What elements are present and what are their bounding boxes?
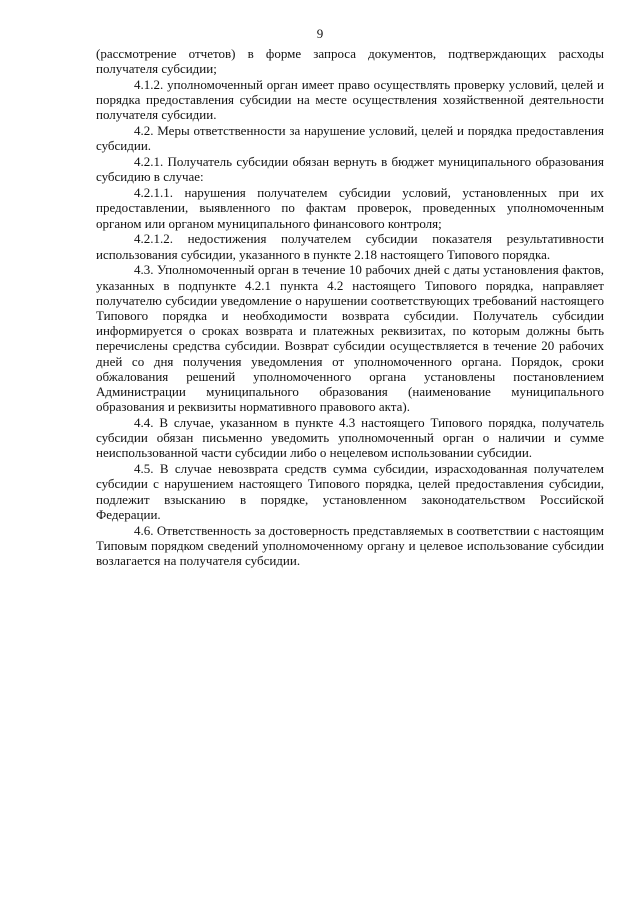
paragraph-continuation: (рассмотрение отчетов) в форме запроса документов, подтверждающих расходы получателя субсидии;: [96, 46, 604, 77]
paragraph-4-1-2: 4.1.2. уполномоченный орган имеет право осуществлять проверку условий, целей и порядка предоставления субсидии на месте осуществления хозяйственной деятельности получателя субсидии.: [96, 77, 604, 123]
page-number: 9: [316, 26, 324, 41]
paragraph-4-6: 4.6. Ответственность за достоверность представляемых в соответствии с настоящим Типовым порядком сведений уполномоченному органу и целевое использование субсидии возлагается на получателя субсидии.: [96, 522, 604, 569]
paragraph-4-2: 4.2. Меры ответственности за нарушение условий, целей и порядка предоставления субсидии.: [96, 123, 604, 154]
paragraph-4-2-1: 4.2.1. Получатель субсидии обязан вернуть в бюджет муниципального образования субсидию в случае:: [96, 154, 604, 185]
paragraph-4-5: 4.5. В случае невозврата средств сумма субсидии, израсходованная получателем субсидии с нарушением настоящего Типового порядка, целей предоставления субсидии, подлежит взысканию в порядке, установленном законодательством Российской Федерации.: [96, 461, 604, 522]
paragraph-4-2-1-1: 4.2.1.1. нарушения получателем субсидии условий, установленных при их предоставлении, выявленного по фактам проверок, проведенных уполномоченным органом или органом муниципального финансового контроля;: [96, 185, 604, 231]
paragraph-4-3: 4.3. Уполномоченный орган в течение 10 рабочих дней с даты установления фактов, указанных в подпункте 4.2.1 пункта 4.2 настоящего Типового порядка, направляет получателю субсидии уведомление о нарушении соответствующих требований настоящего Типового порядка и необходимости возврата субсидии. Получатель субсидии информируется о сроках возврата и платежных реквизитах, по которым должны быть перечислены средства субсидии. Возврат субсидии осуществляется в течение 20 рабочих дней со дня получения уведомления от уполномоченного органа. Порядок, сроки обжалования решений уполномоченного органа установлены постановлением Администрации муниципального образования (наименование муниципального образования и реквизиты нормативного правового акта).: [96, 262, 604, 415]
paragraph-4-4: 4.4. В случае, указанном в пункте 4.3 настоящего Типового порядка, получатель субсидии обязан письменно уведомить уполномоченный орган о наличии и сумме неиспользованной части субсидии либо о нецелевом использовании субсидии.: [96, 415, 604, 461]
document-body: [96, 46, 604, 569]
paragraph-4-2-1-2: 4.2.1.2. недостижения получателем субсидии показателя результативности использования субсидии, указанного в пункте 2.18 настоящего Типового порядка.: [96, 231, 604, 262]
